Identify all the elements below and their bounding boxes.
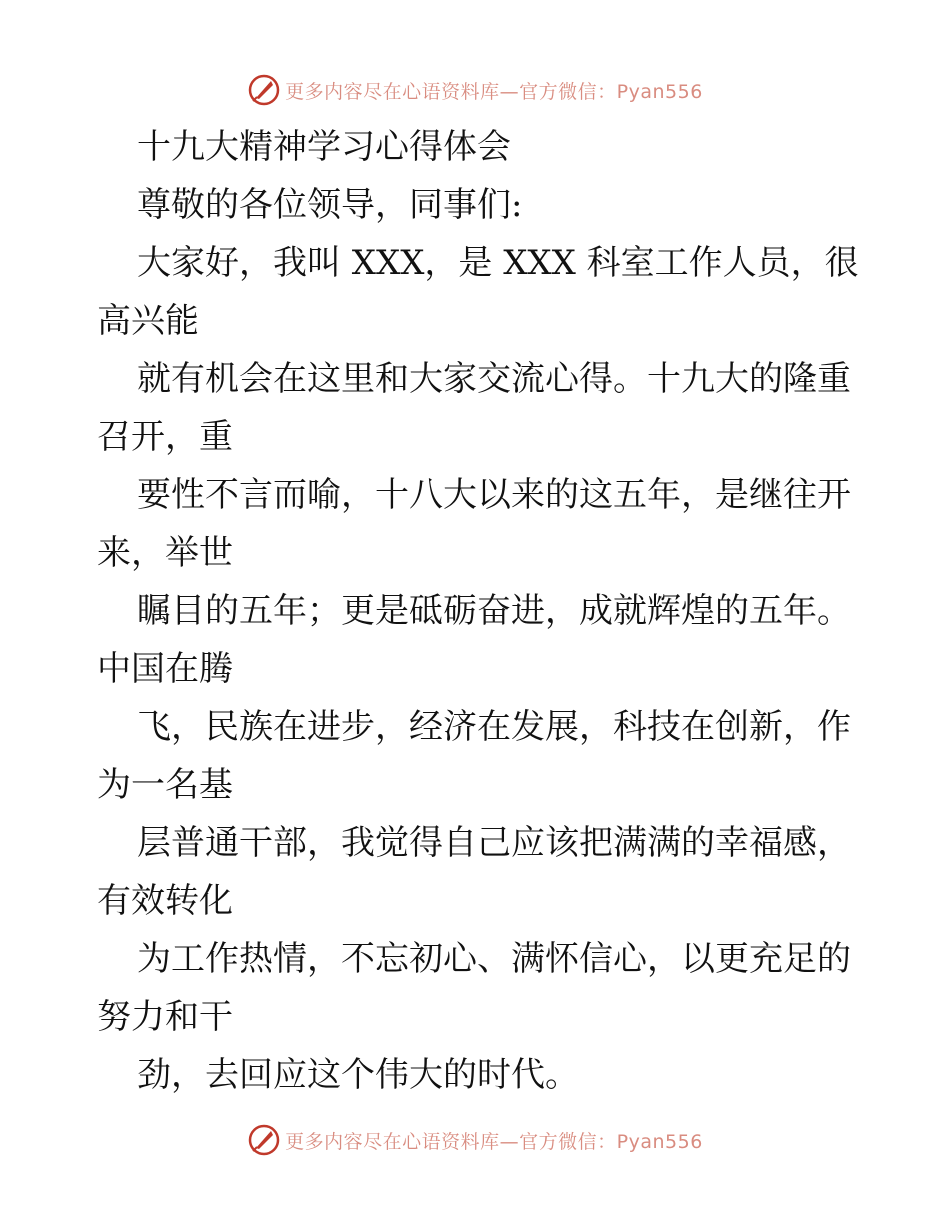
body-line: 大家好，我叫 XXX，是 XXX 科室工作人员，很 (137, 243, 859, 283)
body-line: 劲，去回应这个伟大的时代。 (137, 1055, 579, 1095)
body-line: 就有机会在这里和大家交流心得。十九大的隆重 (137, 359, 851, 399)
banner-text: 更多内容尽在心语资料库—官方微信：Pyan556 (285, 1130, 703, 1153)
body-line: 来，举世 (97, 533, 233, 573)
footer-banner (0, 1120, 950, 1160)
banner-text: 更多内容尽在心语资料库—官方微信：Pyan556 (285, 80, 703, 103)
body-line: 瞩目的五年；更是砥砺奋进，成就辉煌的五年。 (137, 591, 851, 631)
quill-logo-icon (247, 73, 281, 107)
body-line: 努力和干 (97, 997, 233, 1037)
body-line: 层普通干部，我觉得自己应该把满满的幸福感， (137, 823, 851, 863)
body-line: 飞，民族在进步，经济在发展，科技在创新，作 (137, 707, 851, 747)
body-line: 中国在腾 (97, 649, 233, 689)
body-line: 有效转化 (97, 881, 233, 921)
header-banner (0, 70, 950, 110)
body-line: 为一名基 (97, 765, 233, 805)
document-body (97, 118, 867, 1104)
body-line: 要性不言而喻，十八大以来的这五年，是继往开 (137, 475, 851, 515)
salutation: 尊敬的各位领导，同事们: (137, 185, 523, 225)
quill-logo-icon (247, 1123, 281, 1157)
document-title: 十九大精神学习心得体会 (137, 127, 511, 167)
body-line: 召开，重 (97, 417, 233, 457)
body-line: 高兴能 (97, 301, 199, 341)
body-line: 为工作热情，不忘初心、满怀信心，以更充足的 (137, 939, 851, 979)
